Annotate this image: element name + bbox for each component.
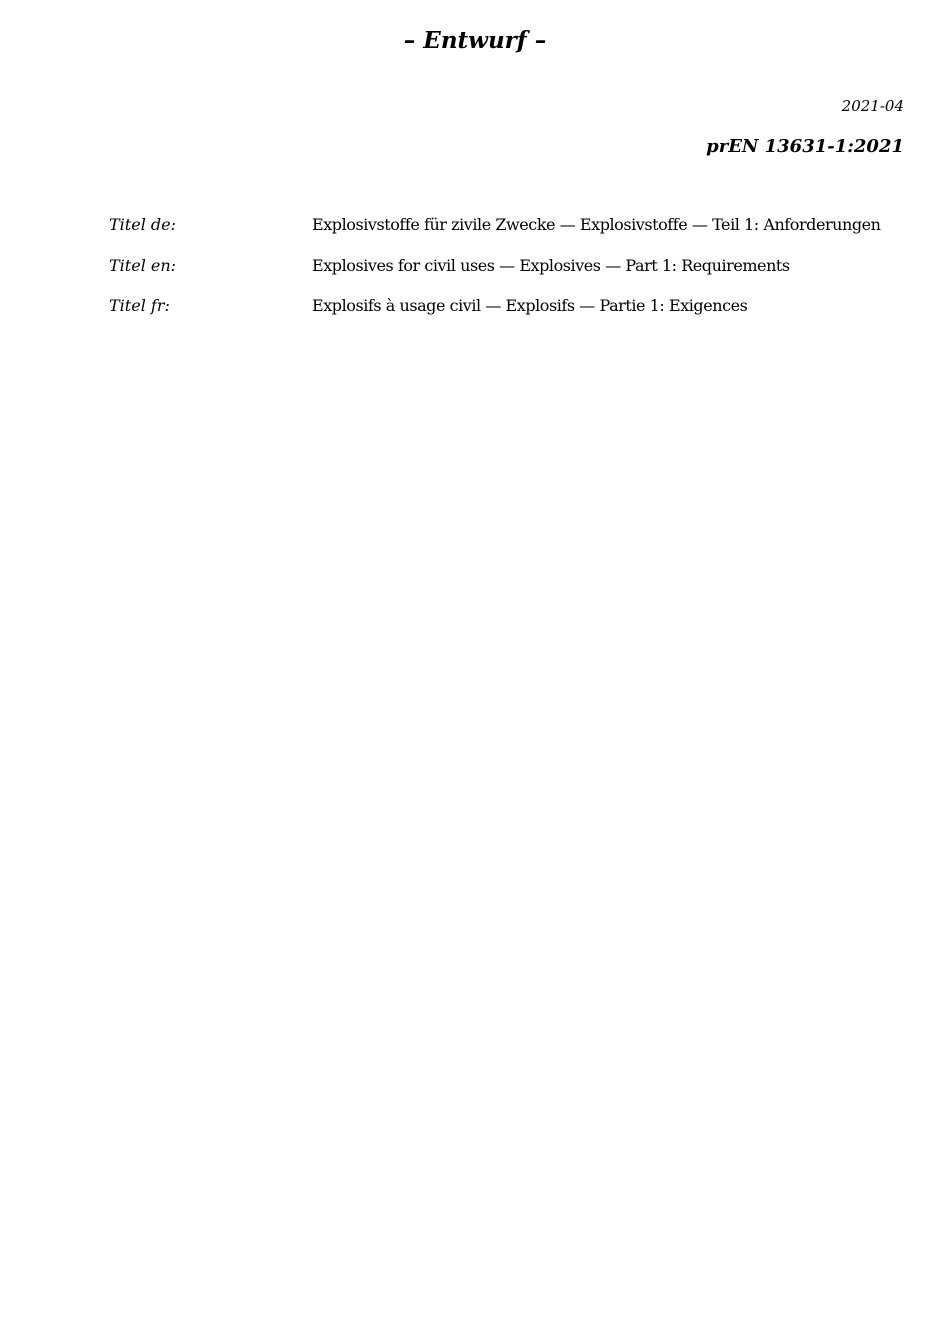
title-key-de: Titel de: (109, 215, 176, 234)
title-value-de: Explosivstoffe für zivile Zwecke — Explosivstoffe — Teil 1: Anforderungen (312, 215, 881, 234)
title-table (109, 214, 909, 336)
draft-label: – Entwurf – (403, 27, 547, 54)
title-key-en: Titel en: (109, 255, 177, 275)
title-row-en (109, 255, 909, 296)
title-value-en: Explosives for civil uses — Explosives — Part 1: Requirements (312, 255, 790, 275)
title-row-de (109, 214, 909, 255)
title-value-fr: Explosifs à usage civil — Explosifs — Partie 1: Exigences (312, 296, 748, 315)
title-row-fr (109, 295, 909, 336)
document-number: prEN 13631-1:2021 (706, 136, 904, 157)
document-date: 2021-04 (841, 97, 904, 115)
title-key-fr: Titel fr: (109, 296, 170, 315)
